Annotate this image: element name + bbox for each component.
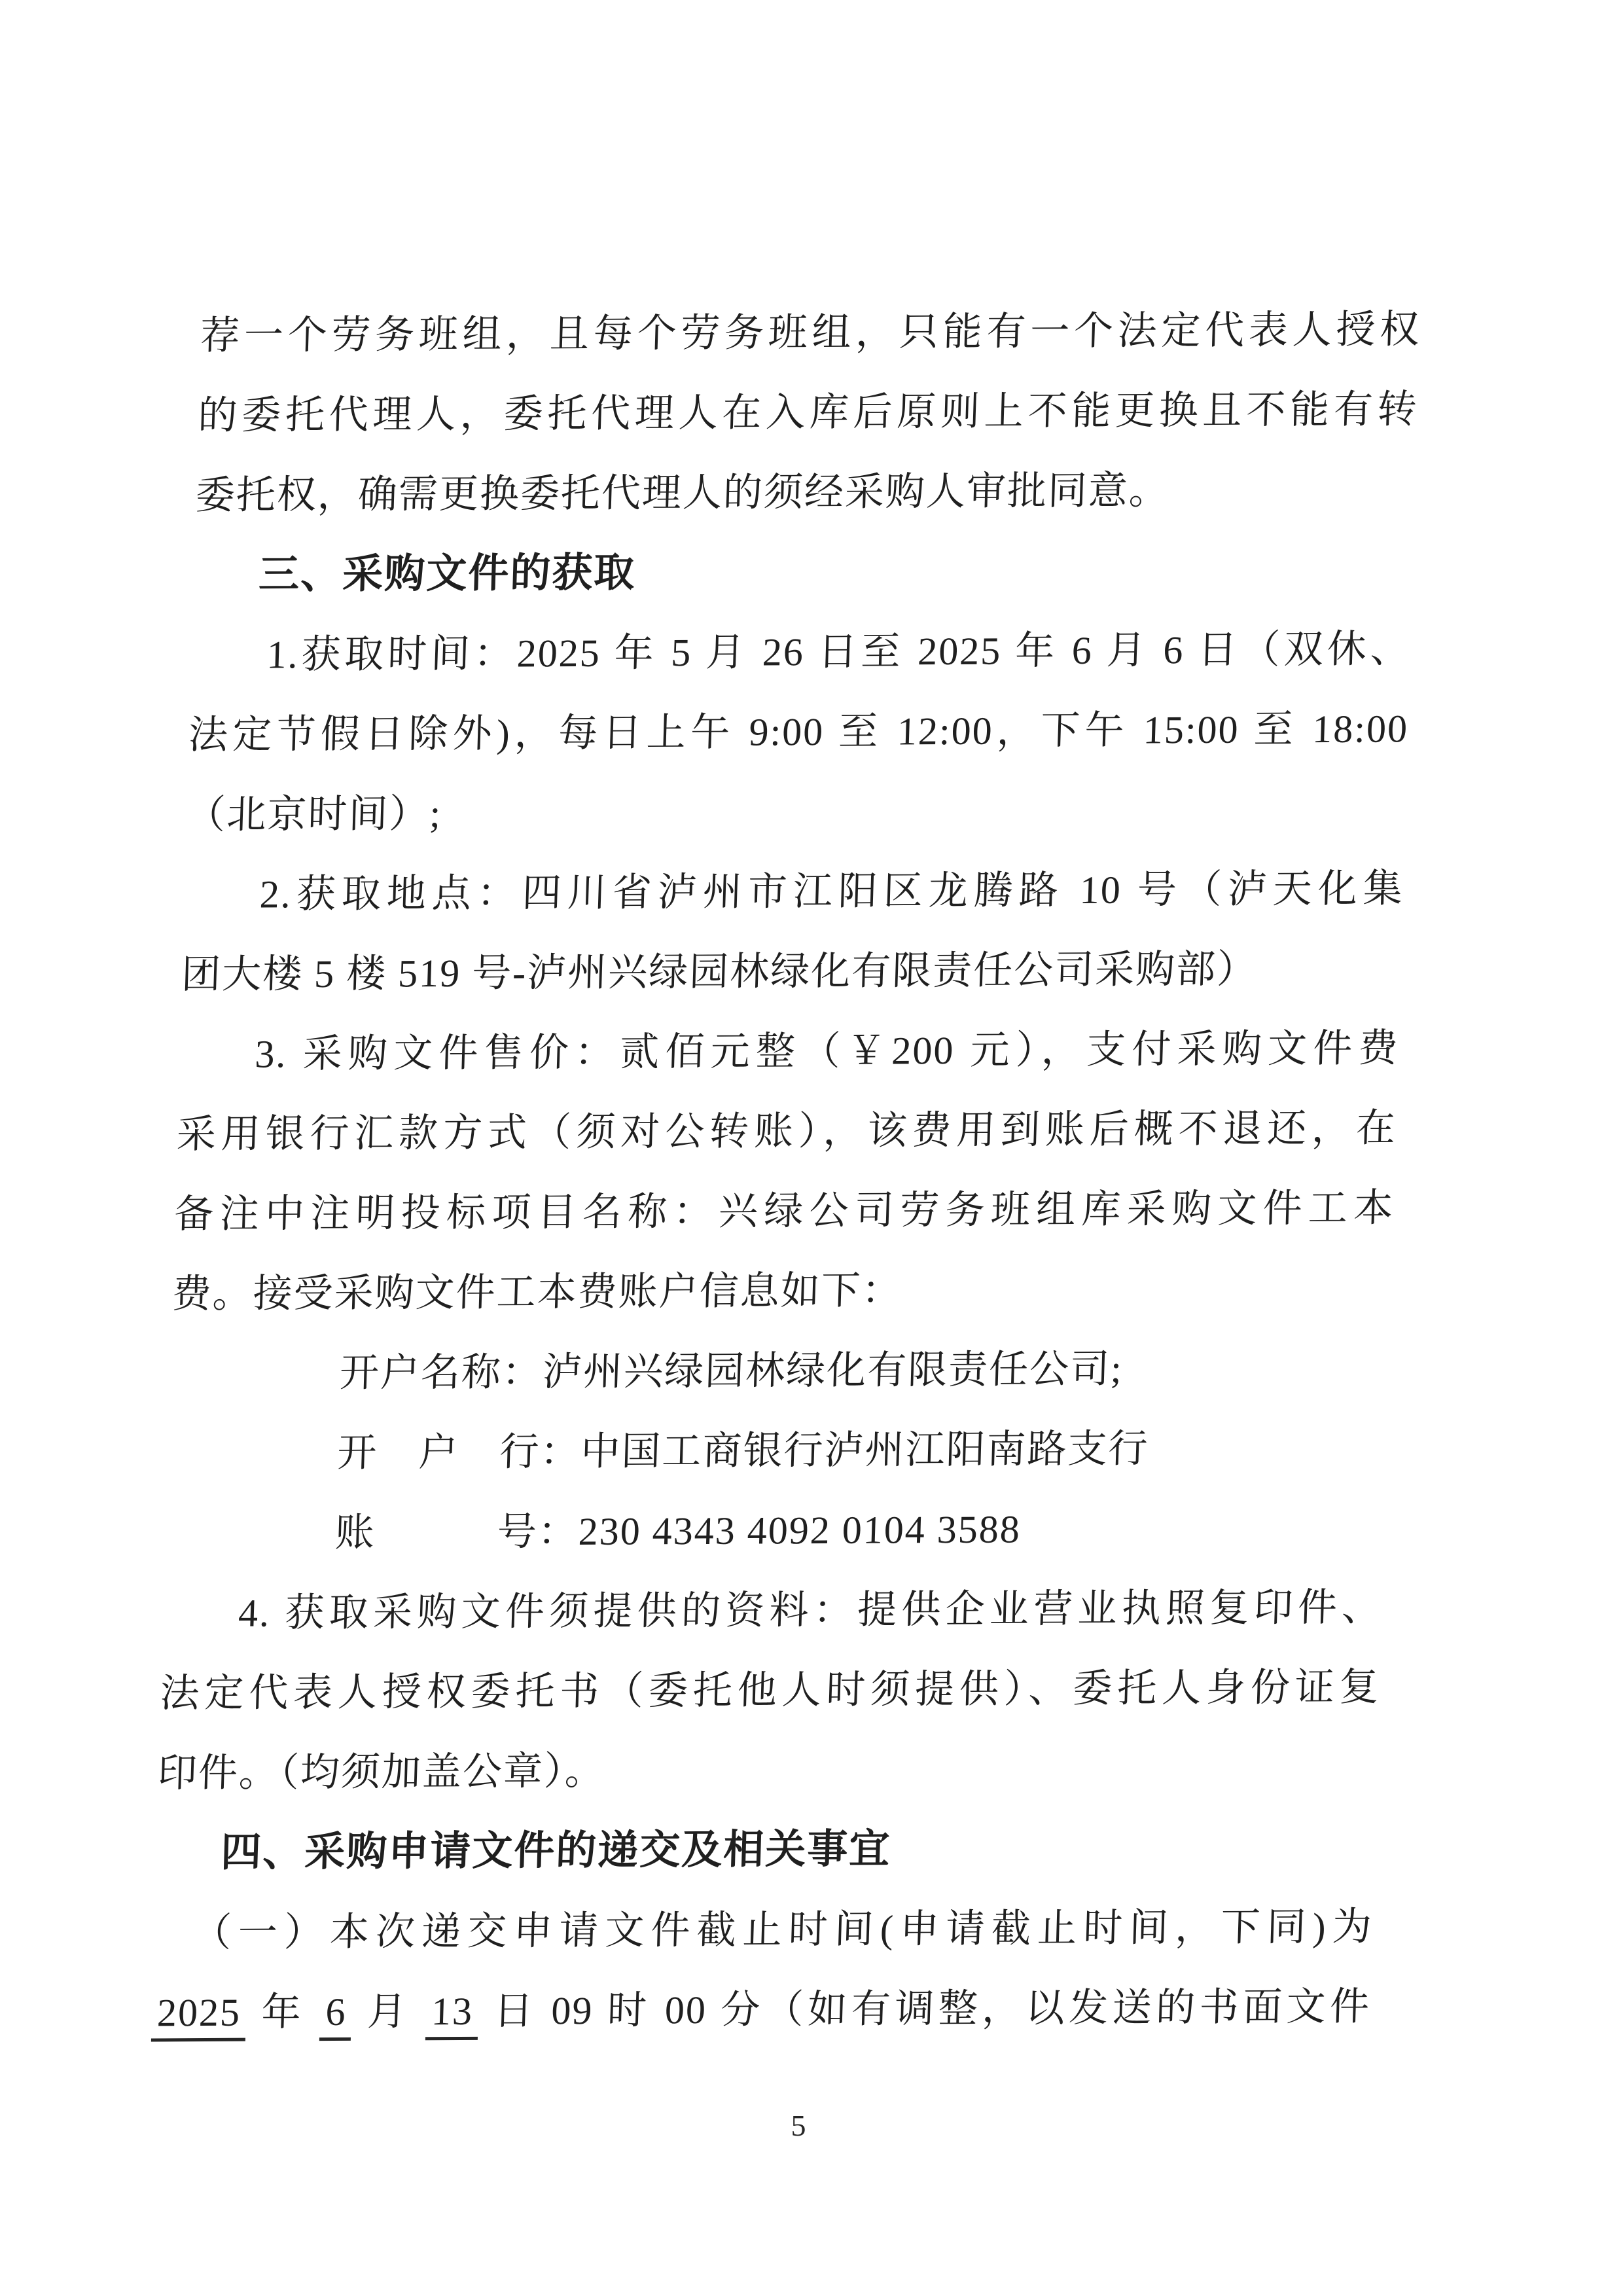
body-line: 法定代表人授权委托书（委托他人时须提供）、委托人身份证复 <box>159 1665 1381 1715</box>
item-3-document-price: 3. 采购文件售价：贰佰元整（￥200 元），支付采购文件费 <box>254 1026 1400 1076</box>
body-line: 采用银行汇款方式（须对公转账），该费用到账后概不退还，在 <box>175 1106 1397 1157</box>
account-bank: 开 户 行：中国工商银行泸州江阳南路支行 <box>336 1427 1150 1475</box>
body-line: 法定节假日除外)，每日上午 9:00 至 12:00，下午 15:00 至 18:00 <box>188 707 1410 757</box>
deadline-intro-line: （一）本次递交申请文件截止时间(申请截止时间，下同)为 <box>191 1905 1374 1955</box>
body-line: 团大楼 5 楼 519 号-泸州兴绿园林绿化有限责任公司采购部） <box>181 947 1258 997</box>
deadline-year-unit: 年 <box>247 1990 320 2034</box>
deadline-rest: 日 09 时 00 分（如有调整，以发送的书面文件 <box>479 1984 1372 2033</box>
deadline-month-unit: 月 <box>352 1990 426 2034</box>
document-body <box>149 289 1421 2053</box>
body-line: 委托权，确需更换委托代理人的须经采购人审批同意。 <box>194 469 1170 518</box>
section-3-heading: 三、采购文件的获取 <box>258 550 637 598</box>
deadline-month: 6 <box>319 1990 352 2041</box>
item-2-obtain-place: 2.获取地点：四川省泸州市江阳区龙腾路 10 号（泸天化集 <box>259 867 1404 916</box>
body-line: 印件。（均须加盖公章）。 <box>157 1749 606 1795</box>
account-number: 账 号：230 4343 4092 0104 3588 <box>334 1507 1022 1554</box>
body-line: 备注中注明投标项目名称：兴绿公司劳务班组库采购文件工本 <box>173 1186 1395 1236</box>
deadline-year: 2025 <box>151 1991 247 2042</box>
body-line: 费。接受采购文件工本费账户信息如下： <box>171 1268 903 1316</box>
deadline-day: 13 <box>425 1990 479 2040</box>
account-holder-name: 开户名称：泸州兴绿园林绿化有限责任公司; <box>339 1347 1124 1395</box>
item-1-obtain-time: 1.获取时间：2025 年 5 月 26 日至 2025 年 6 月 6 日（双休、 <box>266 627 1412 677</box>
body-line: 的委托代理人，委托代理人在入库后原则上不能更换且不能有转 <box>197 387 1419 438</box>
page-number: 5 <box>791 2109 806 2142</box>
body-line: （北京时间）; <box>185 792 443 837</box>
body-line: 荐一个劳务班组，且每个劳务班组，只能有一个法定代表人授权 <box>200 308 1421 358</box>
deadline-line <box>149 1967 1372 2053</box>
section-4-heading: 四、采购申请文件的递交及相关事宜 <box>220 1826 892 1875</box>
item-4-required-materials: 4. 获取采购文件须提供的资料：提供企业营业执照复印件、 <box>238 1585 1383 1635</box>
